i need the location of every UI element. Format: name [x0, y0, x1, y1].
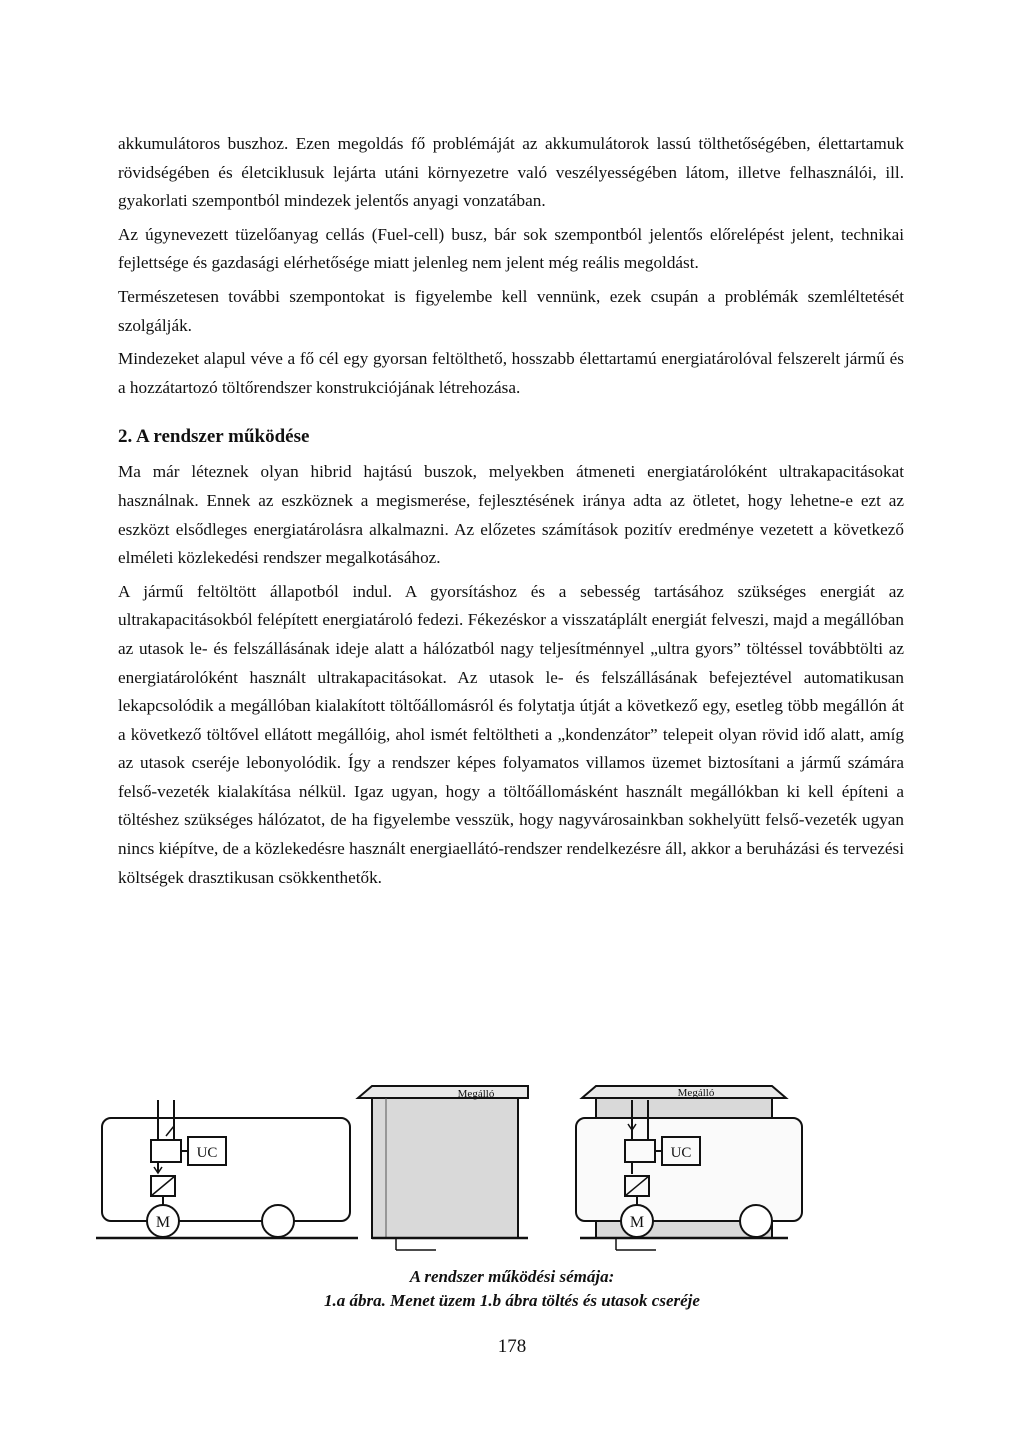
bus-charging: [576, 1100, 802, 1237]
wheel-rear-b: [740, 1205, 772, 1237]
paragraph-1: akkumulátoros buszhoz. Ezen megoldás fő problémáját az akkumulátorok lassú tölthetőségében, élettartamuk rövidségében és életciklusuk lejárta utáni környezetre való veszélyességében látom, illetve felhasználói, ill. gyakorlati szempontból mindezek jelentős anyagi vonzatában.: [118, 134, 904, 211]
page-body: [118, 130, 904, 897]
figure-caption-title: A rendszer működési sémája:: [409, 1267, 615, 1286]
paragraph-2: Az úgynevezett tüzelőanyag cellás (Fuel-cell) busz, bár sok szempontból jelentős előrelépést jelent, technikai fejlettsége és gazdasági elérhetősége miatt jelenleg nem jelent még reális megoldást.: [118, 224, 904, 273]
section-paragraph-2: A jármű feltöltött állapotból indul. A gyorsításhoz és a sebesség tartásához szükséges energiát az ultrakapacitásokból felépített energiatároló fedezi. Fékezéskor a visszatáplált energiát felveszi, majd a megállóban az utasok le- és felszállásának ideje alatt a hálózatból nagy teljesítménnyel „ultra gyors” töltéssel továbbtölti az energiatárolóként használt ultrakapacitásokat. Az utasok le- és felszállásának befejeztével automatikusan lekapcsolódik a megállóban kialakított töltőállomásról és folytatja útját a következő egy, esetleg több megállón át a következő töltővel ellátott megállóig, ahol ismét feltöltheti a „kondenzátor” telepeit olyan rövid idő alatt, amíg az utasok cseréje lebonyolódik. Így a rendszer képes folyamatos villamos üzemet biztosítani a jármű számára felső-vezeték kialakítása nélkül. Igaz ugyan, hogy a töltőállomásként használt megállókban ki kell építeni a töltéshez szükséges hálózatot, de ha figyelembe vesszük, hogy nagyvárosainkban sokhelyütt felső-vezeték ugyan nincs kiépítve, de a közlekedésre használt energiaellátó-rendszer rendelkezésre áll, akkor a beruházási és tervezési költségek drasztikusan csökkenthetők.: [118, 581, 904, 887]
converter-block-a: [151, 1140, 181, 1162]
motor-label-a: M: [155, 1214, 171, 1231]
uc-label-a: UC: [196, 1145, 218, 1161]
paragraph-3: Természetesen további szempontokat is figyelembe kell vennünk, ezek csupán a problémák szemléltetését szolgálják.: [118, 286, 904, 335]
bus-running: [96, 1100, 358, 1238]
paragraph-4: Mindezeket alapul véve a fő cél egy gyorsan feltölthető, hosszabb élettartamú energiatárolóval felszerelt jármű és a hozzátartozó töltőrendszer konstrukciójának létrehozása.: [118, 349, 904, 397]
section-heading: 2. A rendszer működése: [118, 426, 310, 448]
stop-label-a: Megálló: [457, 1088, 495, 1100]
wheel-rear-a: [262, 1205, 294, 1237]
section-paragraph-1: Ma már léteznek olyan hibrid hajtású buszok, melyekben átmeneti energiatárolóként ultrakapacitásokat használnak. Ennek az eszköznek a megismerése, fejlesztésének iránya adta az ötletet, hogy lehetne-e ezt az eszközt elsődleges energiatárolásra alkalmazni. Az előzetes számítások pozitív eredménye vezetett a következő elméleti közlekedési rendszer megalkotásához.: [118, 462, 904, 568]
stop-roof-a: [358, 1086, 528, 1098]
stop-wall-a: [372, 1098, 518, 1238]
stop-label-b: Megálló: [677, 1087, 715, 1099]
pantograph-switch-a: [166, 1126, 174, 1136]
uc-label-b: UC: [670, 1145, 692, 1161]
diagram-svg: [96, 1080, 806, 1260]
page-number: 178: [497, 1336, 527, 1357]
bus-body-a: [102, 1118, 350, 1221]
figure-caption-sub: 1.a ábra. Menet üzem 1.b ábra töltés és utasok cseréje: [324, 1291, 700, 1310]
motor-label-b: M: [629, 1214, 645, 1231]
bus-body-b: [576, 1118, 802, 1221]
bus-stop-a: [358, 1086, 528, 1250]
inverter-diagonal-a: [151, 1176, 175, 1196]
